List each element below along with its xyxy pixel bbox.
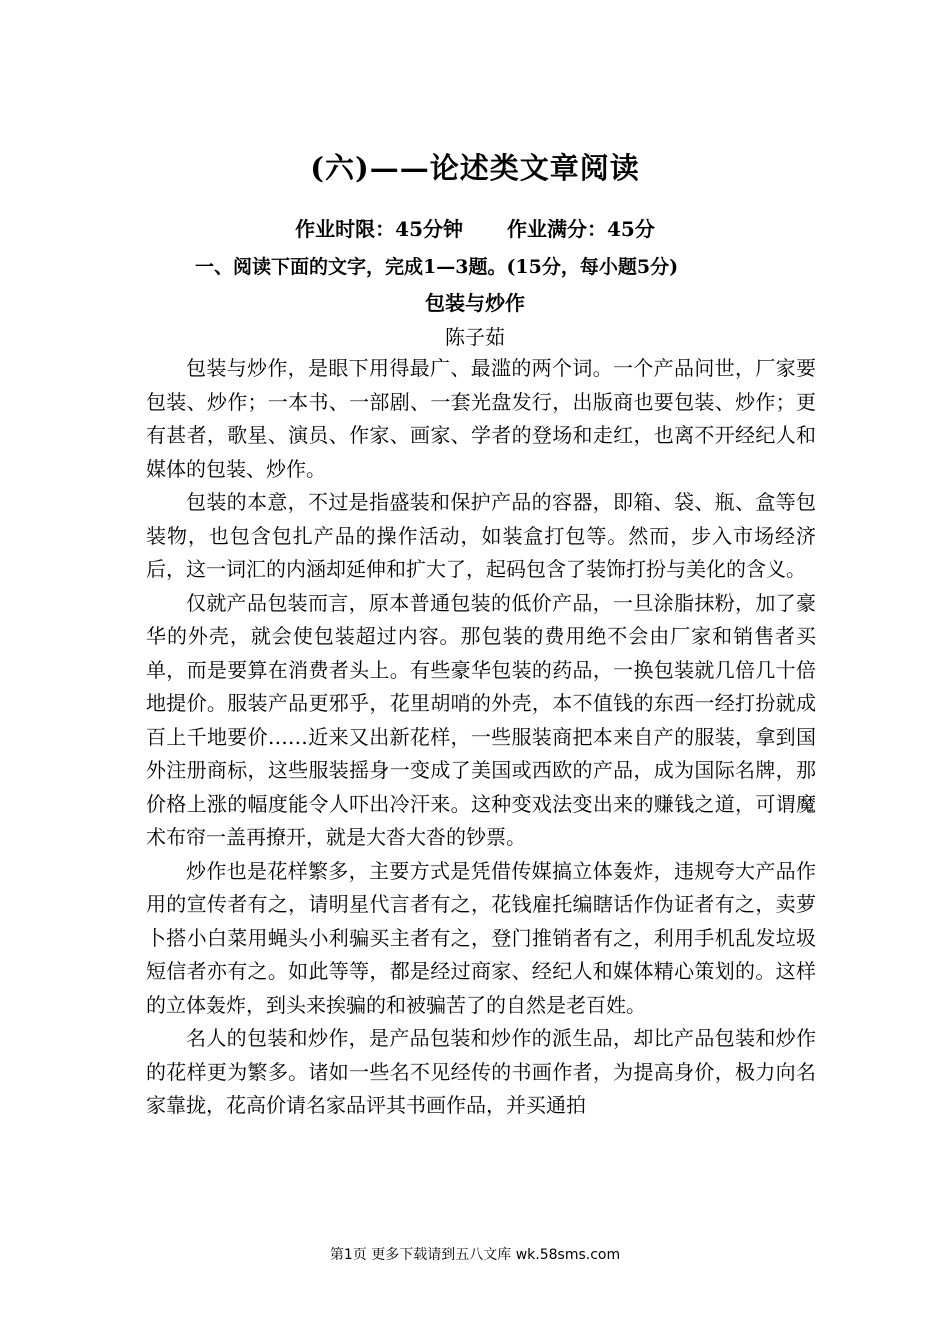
paragraph: 包装与炒作，是眼下用得最广、最滥的两个词。一个产品问世，厂家要包装、炒作；一本书、一部剧、一套光盘发行，出版商也要包装、炒作；更有甚者，歌星、演员、作家、画家、学者的登场和走红，也离不开经纪人和媒体的包装、炒作。 — [146, 356, 816, 481]
time-limit: 作业时限：45分钟 — [295, 217, 463, 241]
full-score: 作业满分：45分 — [507, 217, 655, 241]
paragraph: 名人的包装和炒作，是产品包装和炒作的派生品，却比产品包装和炒作的花样更为繁多。诸如一些名不见经传的书画作者，为提高身价，极力向名家靠拢，花高价请名家品评其书画作品，并买通拍 — [146, 1026, 816, 1117]
article-title: 包装与炒作 — [425, 291, 525, 315]
paragraph: 仅就产品包装而言，原本普通包装的低价产品，一旦涂脂抹粉，加了豪华的外壳，就会使包装超过内容。那包装的费用绝不会由厂家和销售者买单，而是要算在消费者头上。有些豪华包装的药品，一换包装就几倍几十倍地提价。服装产品更邪乎，花里胡哨的外壳，本不值钱的东西一经打扮就成百上千地要价……近来又出新花样，一些服装商把本来自产的服装，拿到国外注册商标，这些服装摇身一变成了美国或西欧的产品，成为国际名牌，那价格上涨的幅度能令人吓出冷汗来。这种变戏法变出来的赚钱之道，可谓魔术布帘一盖再撩开，就是大沓大沓的钞票。 — [146, 590, 816, 849]
section-heading: 一、阅读下面的文字，完成1—3题。(15分，每小题5分) — [195, 256, 679, 278]
paragraph: 炒作也是花样繁多，主要方式是凭借传媒搞立体轰炸，违规夸大产品作用的宣传者有之，请明星代言者有之，花钱雇托编瞎话作伪证者有之，卖萝卜搭小白菜用蝇头小利骗买主者有之，登门推销者有之，利用手机乱发垃圾短信者亦有之。如此等等，都是经过商家、经纪人和媒体精心策划的。这样的立体轰炸，到头来挨骗的和被骗苦了的自然是老百姓。 — [146, 858, 816, 1017]
article-body — [146, 352, 816, 1123]
article-author: 陈子茹 — [445, 325, 505, 349]
page-footer: 第1页 更多下载请到五八文库 wk.58sms.com — [329, 1247, 621, 1263]
document-title: (六)——论述类文章阅读 — [310, 151, 640, 185]
assignment-meta — [0, 213, 950, 242]
paragraph: 包装的本意，不过是指盛装和保护产品的容器，即箱、袋、瓶、盒等包装物，也包含包扎产品的操作活动，如装盒打包等。然而，步入市场经济后，这一词汇的内涵却延伸和扩大了，起码包含了装饰打扮与美化的含义。 — [146, 490, 816, 581]
